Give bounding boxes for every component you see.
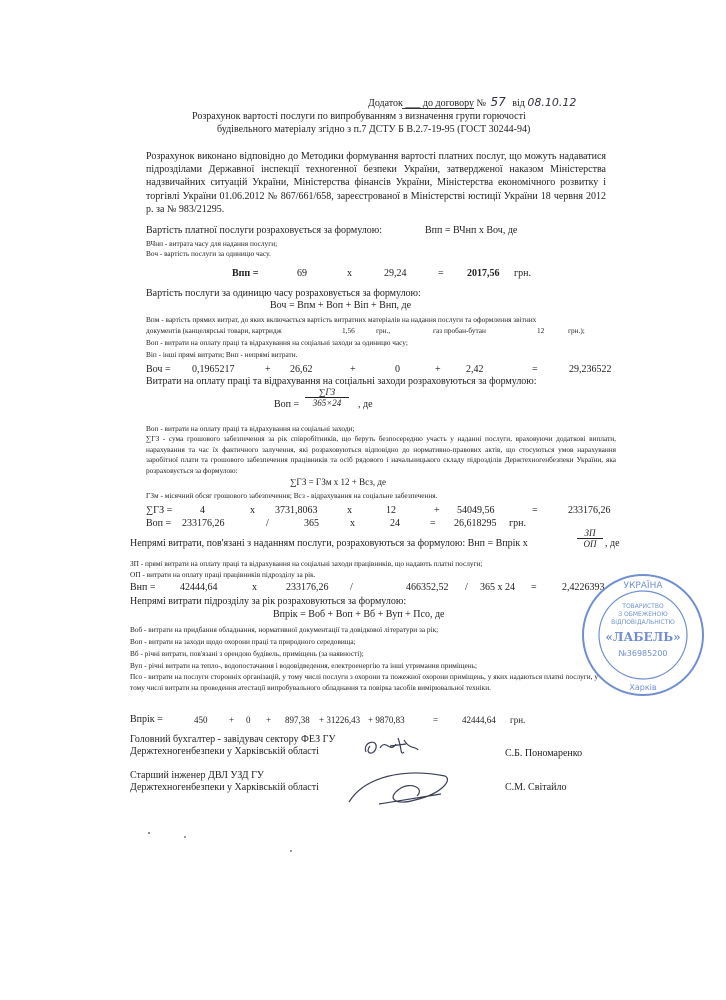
s5-def-2: Воп - витрати на заходи щодо охорони праці та природного середовища; bbox=[130, 637, 356, 646]
s4-calc-op3: / bbox=[465, 582, 468, 593]
stamp-ring-bottom: Харків bbox=[629, 683, 657, 692]
s3-calc2-lhs: Воп = bbox=[146, 518, 172, 529]
s4-calc-op2: / bbox=[350, 582, 353, 593]
s4-calc-v4: 365 х 24 bbox=[480, 582, 515, 593]
s4-formula-tail: , де bbox=[605, 538, 620, 549]
s3-calc1-eq: = bbox=[532, 505, 538, 516]
s5-def-5: Псо - витрати на послуги сторонніх організацій, у тому числі послуги з охорони та пожежної охорони приміщень, у яких надаються платні послуги, у тому числі витрати на проведення атестації випробувального обладнання та повірка засобів вимірювальної техніки. bbox=[130, 672, 598, 692]
s1-def-1: ВЧнп - витрата часу для надання послуги; bbox=[146, 239, 278, 248]
s1-def-2: Воч - вартість послуги за одиницю часу. bbox=[146, 249, 271, 258]
s2-def-2b: 1,56 bbox=[342, 326, 355, 335]
stamp-center-2: З ОБМЕЖЕНОЮ bbox=[618, 611, 668, 618]
signer-2-org: Держтехногенбезпеки у Харківській області bbox=[130, 782, 319, 793]
s3-formula-tail: , де bbox=[358, 399, 373, 410]
signer-1-position: Головний бухгалтер - завідувач сектору ФЕЗ ГУ bbox=[130, 734, 336, 745]
s1-calc-result: 2017,56 bbox=[467, 268, 500, 279]
stamp-center-3: ВІДПОВІДАЛЬНІСТЮ bbox=[611, 619, 675, 626]
stamp-company-name: «ЛАБЕЛЬ» bbox=[605, 630, 681, 644]
s4-calc-op1: х bbox=[252, 582, 257, 593]
s2-def-2c: грн., bbox=[376, 326, 391, 335]
s5-calc-result: 42444,64 bbox=[462, 715, 496, 725]
signer-2-position: Старший інженер ДВЛ УЗД ГУ bbox=[130, 770, 264, 781]
addendum-header bbox=[368, 95, 576, 109]
company-stamp bbox=[578, 570, 708, 705]
s5-calc-op1: + bbox=[229, 715, 235, 725]
s2-def-3: Воп - витрати на оплату праці та відрахування на соціальні заходи за одиницю часу; bbox=[146, 338, 408, 347]
s4-text: Непрямі витрати, пов'язані з наданням послуги, розраховуються за формулою: Внп = Впрік х bbox=[130, 538, 528, 549]
s3-fraction-den: 365×24 bbox=[312, 398, 342, 408]
s5-formula: Впрік = Воб + Воп + Вб + Вуп + Псо, де bbox=[273, 609, 445, 620]
s3-calc2-v1: 233176,26 bbox=[182, 518, 225, 529]
s2-def-2e: 12 bbox=[537, 326, 545, 335]
s3-calc2-unit: грн. bbox=[509, 518, 526, 529]
s4-calc-result: 2,4226393 bbox=[562, 582, 605, 593]
s2-calc-result: 29,236522 bbox=[569, 364, 612, 375]
s5-def-3: Вб - річні витрати, пов'язані з орендою будівель, приміщень (за наявності); bbox=[130, 649, 364, 658]
s3-formula-lhs: Воп = bbox=[274, 399, 300, 410]
s3-calc1-lhs: ∑ГЗ = bbox=[146, 505, 173, 516]
s2-text: Вартість послуги за одиницю часу розраховується за формулою: bbox=[146, 288, 421, 299]
signer-1-org: Держтехногенбезпеки у Харківській області bbox=[130, 746, 319, 757]
s4-calc-lhs: Внп = bbox=[130, 582, 156, 593]
s1-calc-v1: 69 bbox=[297, 268, 307, 279]
s3-calc1-v4: 54049,56 bbox=[457, 505, 495, 516]
s4-calc-v2: 233176,26 bbox=[286, 582, 329, 593]
s2-calc-eq: = bbox=[532, 364, 538, 375]
s3-def-2: ∑ГЗ - сума грошового забезпечення за рік співробітників, що беруть безпосередню участь у наданні послуги, враховуючи додаткові виплати, нарахування та час їх фактичного залучення, які розраховуються відповідно до нормативно-правових актів, що стосуються умов нарахування заробітної плати та грошового забезпечення працівників та осіб рядового і начальницького складу підрозділів Держтехногенбезпеки України, яка розраховується за формулою: bbox=[146, 434, 616, 475]
s5-calc-op2: + bbox=[266, 715, 272, 725]
s3-calc1-v1: 4 bbox=[200, 505, 205, 516]
s2-calc-op3: + bbox=[435, 364, 441, 375]
s3-calc2-op2: х bbox=[350, 518, 355, 529]
s1-calc-op1: х bbox=[347, 268, 352, 279]
s3-text: Витрати на оплату праці та відрахування на соціальні заходи розраховуються за формулою: bbox=[146, 376, 537, 387]
s2-calc-op2: + bbox=[350, 364, 356, 375]
s5-calc-eq: = bbox=[433, 715, 439, 725]
scan-speck bbox=[184, 836, 186, 838]
scan-speck bbox=[290, 850, 292, 852]
s4-calc-v3: 466352,52 bbox=[406, 582, 449, 593]
signature-1 bbox=[360, 732, 420, 767]
signer-2-name: С.М. Світайло bbox=[505, 782, 567, 793]
s3-calc1-op1: х bbox=[250, 505, 255, 516]
header-underline bbox=[402, 108, 474, 109]
s1-calc-eq: = bbox=[438, 268, 444, 279]
signer-1-name: С.Б. Пономаренко bbox=[505, 748, 583, 759]
s4-fraction-den: ОП bbox=[583, 539, 597, 549]
s1-text: Вартість платної послуги розраховується за формулою: bbox=[146, 225, 382, 236]
stamp-center-1: ТОВАРИСТВО bbox=[622, 603, 664, 610]
title-line-2: будівельного матеріалу згідно з п.7 ДСТУ Б В.2.7-19-95 (ГОСТ 30244-94) bbox=[217, 124, 531, 135]
s1-calc-unit: грн. bbox=[514, 268, 531, 279]
s1-calc-v2: 29,24 bbox=[384, 268, 407, 279]
scan-speck bbox=[148, 832, 150, 834]
s2-calc-v4: 2,42 bbox=[466, 364, 484, 375]
addendum-label: Додаток ___ до договору № bbox=[368, 98, 486, 109]
s3-calc1-op3: + bbox=[434, 505, 440, 516]
stamp-code: №36985200 bbox=[618, 649, 668, 658]
s1-formula: Впп = ВЧнп х Воч, де bbox=[425, 225, 518, 236]
contract-date: 08.10.12 bbox=[527, 96, 577, 109]
s2-formula: Воч = Впм + Воп + Віп + Внп, де bbox=[270, 300, 412, 311]
stamp-graphic bbox=[578, 570, 708, 700]
s3-def-1: Воп - витрати на оплату праці та відрахування на соціальні заходи; bbox=[146, 424, 355, 433]
s3-calc2-op1: / bbox=[266, 518, 269, 529]
s4-calc-v1: 42444,64 bbox=[180, 582, 218, 593]
s5-calc-lhs: Впрік = bbox=[130, 714, 163, 725]
s5-calc-unit: грн. bbox=[510, 715, 526, 725]
s5-calc-v5: + 9870,83 bbox=[368, 715, 405, 725]
title-line-1: Розрахунок вартості послуги по випробуванням з визначення групи горючості bbox=[192, 111, 526, 122]
s3-calc2-result: 26,618295 bbox=[454, 518, 497, 529]
s3-calc2-v3: 24 bbox=[390, 518, 400, 529]
s3-def-3: ГЗм - місячний обсяг грошового забезпечення; Всз - відрахування на соціальне забезпечення. bbox=[146, 491, 438, 500]
signature-2 bbox=[345, 764, 455, 819]
s5-def-1: Воб - витрати на придбання обладнання, нормативної документації та довідкової літератури за рік; bbox=[130, 625, 439, 634]
s3-calc1-result: 233176,26 bbox=[568, 505, 611, 516]
s2-calc-v1: 0,1965217 bbox=[192, 364, 235, 375]
s2-calc-v2: 26,62 bbox=[290, 364, 313, 375]
s4-fraction bbox=[577, 528, 603, 549]
s3-fraction bbox=[305, 387, 349, 408]
s4-fraction-num: ЗП bbox=[577, 528, 603, 539]
s3-calc1-v3: 12 bbox=[386, 505, 396, 516]
s5-text: Непрямі витрати підрозділу за рік розраховуються за формулою: bbox=[130, 596, 407, 607]
s2-def-2f: грн.); bbox=[568, 326, 585, 335]
s2-def-2d: газ пробан-бутан bbox=[433, 326, 486, 335]
s4-def-2: ОП - витрати на оплату праці працівників підрозділу за рік. bbox=[130, 570, 316, 579]
s4-calc-eq: = bbox=[531, 582, 537, 593]
s3-calc2-eq: = bbox=[430, 518, 436, 529]
s5-def-4: Вуп - річні витрати на тепло-, водопостачання і водовідведення, електроенергію та інші утримання приміщень; bbox=[130, 661, 478, 670]
s3-calc2-v2: 365 bbox=[304, 518, 319, 529]
intro-paragraph: Розрахунок виконано відповідно до Методики формування вартості платних послуг, що можуть надаватися підрозділами Державної інспекції техногенної безпеки України, затвердженої наказом Міністерства надзвичайних ситуацій України, Міністерства фінансів України, Міністерства економічного розвитку і торгівлі України 01.06.2012 № 867/661/658, зареєстрованої в Міністерстві юстиції України 18 червня 2012 р. за № 983/21295. bbox=[146, 151, 606, 215]
s2-calc-op1: + bbox=[265, 364, 271, 375]
s3-calc1-op2: х bbox=[347, 505, 352, 516]
s5-calc-v1: 450 bbox=[194, 715, 208, 725]
contract-number: 57 bbox=[490, 95, 506, 109]
s2-calc-lhs: Воч = bbox=[146, 364, 171, 375]
s1-calc-lhs: Впп = bbox=[232, 268, 259, 279]
s2-def-4: Віп - інші прямі витрати; Внп - непрямі витрати. bbox=[146, 350, 298, 359]
s5-calc-v4: + 31226,43 bbox=[319, 715, 361, 725]
s2-calc-v3: 0 bbox=[395, 364, 400, 375]
s5-calc-v3: 897,38 bbox=[285, 715, 310, 725]
s3-calc1-v2: 3731,8063 bbox=[275, 505, 318, 516]
s4-def-1: ЗП - прямі витрати на оплату праці та відрахування на соціальні заходи працівників, що надають платні послуги; bbox=[130, 559, 483, 568]
s3-fraction-num: ∑ГЗ bbox=[305, 387, 349, 398]
s5-calc-v2: 0 bbox=[246, 715, 251, 725]
s2-def-1: Впм - вартість прямих витрат, до яких включається вартість витратних матеріалів на надання послуги та оформлення звітних bbox=[146, 315, 537, 324]
from-label: від bbox=[512, 98, 525, 109]
stamp-ring-top: УКРАЇНА bbox=[623, 581, 663, 591]
s3-formula-2: ∑ГЗ = ГЗм х 12 + Всз, де bbox=[290, 477, 386, 487]
s2-def-2a: документів (канцелярські товари, картридж bbox=[146, 326, 282, 335]
